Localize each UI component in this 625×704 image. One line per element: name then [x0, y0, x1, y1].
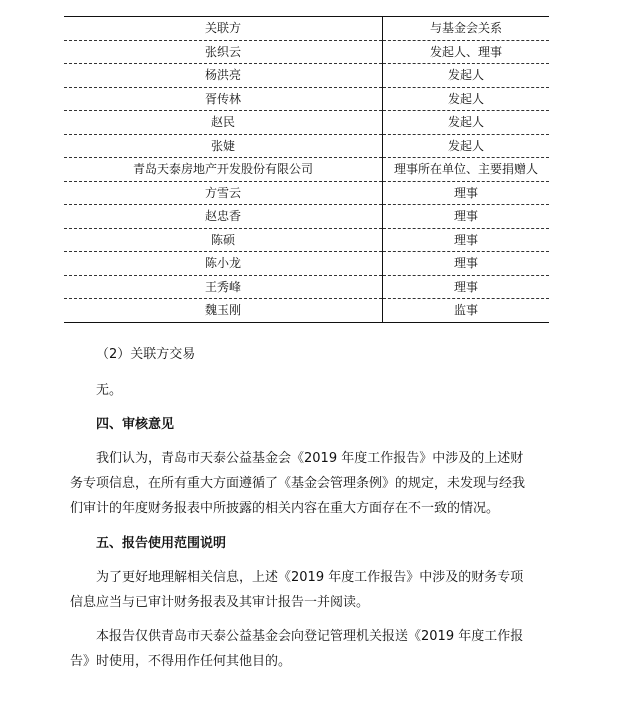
audit-opinion-line-3: 们审计的年度财务报表中所披露的相关内容在重大方面存在不一致的情况。: [70, 501, 500, 516]
relation-cell: 监事: [383, 299, 550, 323]
header-party: 关联方: [64, 17, 383, 41]
header-relation: 与基金会关系: [383, 17, 550, 41]
audit-opinion-line-1: 我们认为，青岛市天泰公益基金会《2019 年度工作报告》中涉及的上述财: [96, 451, 524, 466]
party-cell: 张织云: [64, 40, 383, 64]
relation-cell: 发起人: [383, 64, 550, 88]
party-cell: 张婕: [64, 134, 383, 158]
relation-cell: 发起人: [383, 134, 550, 158]
scope-p1-line-2: 信息应当与已审计财务报表及其审计报告一并阅读。: [70, 595, 370, 610]
table-row: [64, 299, 549, 323]
party-cell: 赵民: [64, 111, 383, 135]
table-header-row: [64, 17, 549, 41]
table-row: [64, 64, 549, 88]
party-cell: 陈小龙: [64, 252, 383, 276]
table-row: [64, 111, 549, 135]
relation-cell: 理事所在单位、主要捐赠人: [383, 158, 550, 182]
party-cell: 魏玉刚: [64, 299, 383, 323]
relation-cell: 理事: [383, 181, 550, 205]
table-row: [64, 158, 549, 182]
relation-cell: 发起人: [383, 87, 550, 111]
related-transactions-body: 无。: [96, 383, 123, 398]
relation-cell: 理事: [383, 205, 550, 229]
table-row: [64, 252, 549, 276]
scope-p2-line-1: 本报告仅供青岛市天泰公益基金会向登记管理机关报送《2019 年度工作报: [96, 629, 524, 644]
table-row: [64, 228, 549, 252]
party-cell: 胥传林: [64, 87, 383, 111]
table-row: [64, 40, 549, 64]
table-row: [64, 87, 549, 111]
table-row: [64, 181, 549, 205]
party-cell: 王秀峰: [64, 275, 383, 299]
related-party-table: [64, 16, 548, 323]
relation-cell: 理事: [383, 275, 550, 299]
party-cell: 陈硕: [64, 228, 383, 252]
relation-cell: 发起人: [383, 111, 550, 135]
party-cell: 赵忠香: [64, 205, 383, 229]
scope-p1-line-1: 为了更好地理解相关信息，上述《2019 年度工作报告》中涉及的财务专项: [96, 570, 524, 585]
party-cell: 方雪云: [64, 181, 383, 205]
relation-cell: 理事: [383, 228, 550, 252]
party-cell: 杨洪亮: [64, 64, 383, 88]
party-cell: 青岛天泰房地产开发股份有限公司: [64, 158, 383, 182]
scope-p2-line-2: 告》时使用，不得用作任何其他目的。: [70, 654, 292, 669]
relation-cell: 理事: [383, 252, 550, 276]
relation-cell: 发起人、理事: [383, 40, 550, 64]
scope-heading: 五、报告使用范围说明: [96, 536, 227, 551]
related-transactions-title: （2）关联方交易: [96, 347, 196, 362]
table-row: [64, 134, 549, 158]
table-row: [64, 205, 549, 229]
audit-opinion-heading: 四、审核意见: [96, 417, 175, 432]
table-row: [64, 275, 549, 299]
audit-opinion-line-2: 务专项信息，在所有重大方面遵循了《基金会管理条例》的规定，未发现与经我: [70, 476, 526, 491]
